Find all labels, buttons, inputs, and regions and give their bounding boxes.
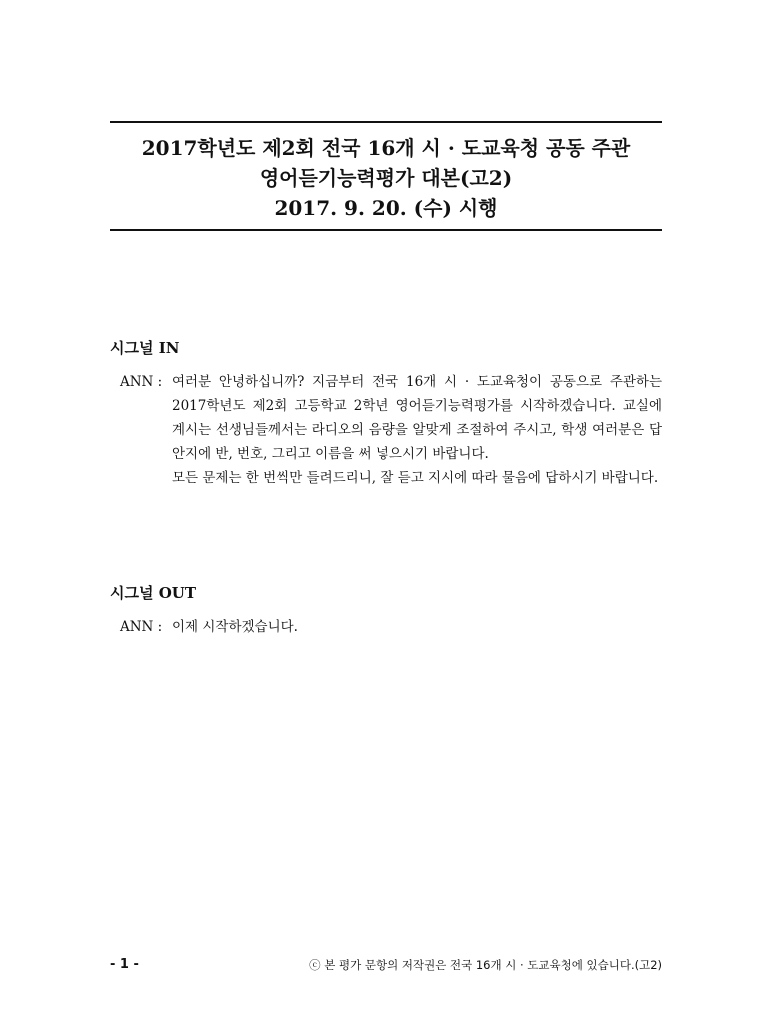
signal-out-heading: 시그널 OUT xyxy=(110,584,197,602)
announcement-body xyxy=(172,370,662,490)
announcement-body xyxy=(172,615,662,639)
title-line-3: 2017. 9. 20. (수) 시행 xyxy=(274,196,498,220)
signal-out-announcement xyxy=(120,615,662,639)
title-bottom-rule xyxy=(110,229,662,231)
title-line-2: 영어듣기능력평가 대본(고2) xyxy=(259,166,513,190)
announcement-paragraph: 모든 문제는 한 번씩만 들려드리니, 잘 듣고 지시에 따라 물음에 답하시기 바랍니다. xyxy=(172,470,659,486)
signal-in-announcement xyxy=(120,370,662,490)
speaker-label: ANN : xyxy=(120,374,163,390)
title-line-1: 2017학년도 제2회 전국 16개 시 · 도교육청 공동 주관 xyxy=(141,136,631,160)
page-number: - 1 - xyxy=(110,957,139,972)
copyright-notice: ⓒ 본 평가 문항의 저작권은 전국 16개 시 · 도교육청에 있습니다.(고2) xyxy=(309,958,662,972)
document-title xyxy=(110,133,662,223)
title-top-rule xyxy=(110,121,662,123)
announcement-paragraph: 여러분 안녕하십니까? 지금부터 전국 16개 시 · 도교육청이 공동으로 주관하는 2017학년도 제2회 고등학교 2학년 영어듣기능력평가를 시작하겠습니다. 교실에 계시는 선생님들께서는 라디오의 음량을 알맞게 조절하여 주시고, 학생 여러분은 답안지에 반, 번호, 그리고 이름을 써 넣으시기 바랍니다. xyxy=(172,374,662,462)
speaker-label: ANN : xyxy=(120,619,163,635)
announcement-paragraph: 이제 시작하겠습니다. xyxy=(172,619,298,635)
signal-in-heading: 시그널 IN xyxy=(110,339,180,357)
